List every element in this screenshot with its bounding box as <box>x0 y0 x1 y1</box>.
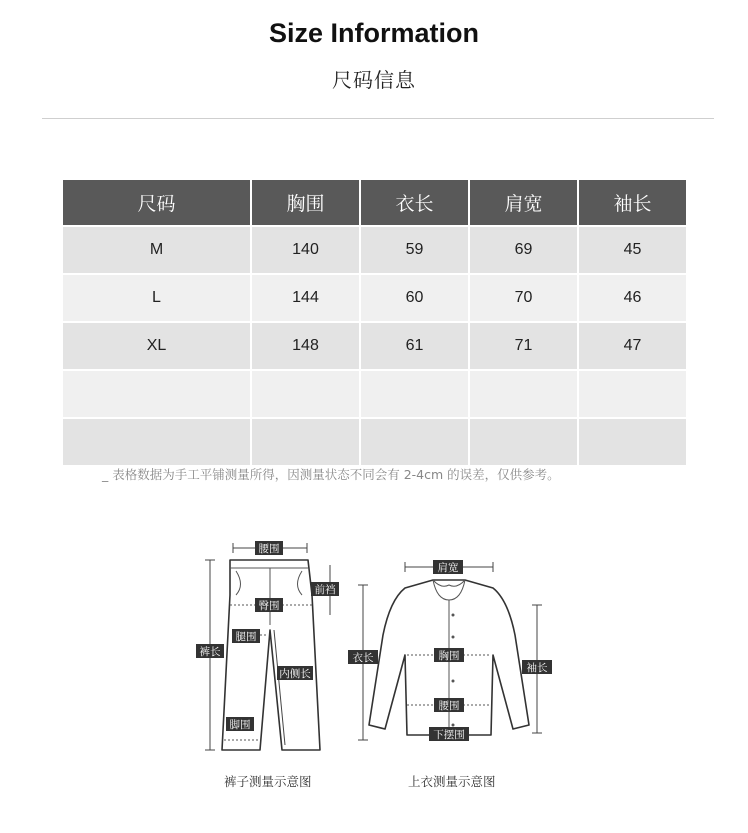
table-cell <box>251 370 360 418</box>
table-cell <box>578 370 686 418</box>
table-row <box>63 274 686 322</box>
table-cell <box>469 370 578 418</box>
divider <box>42 118 714 119</box>
column-header-chest: 胸围 <box>251 180 360 226</box>
table-cell <box>251 418 360 465</box>
table-cell: 47 <box>578 322 686 370</box>
table-cell <box>63 418 251 465</box>
table-cell <box>360 418 469 465</box>
table-cell: 148 <box>251 322 360 370</box>
page-subtitle: 尺码信息 <box>332 68 416 92</box>
table-cell: 70 <box>469 274 578 322</box>
table-header-row <box>63 180 686 226</box>
table-cell: 69 <box>469 226 578 274</box>
shirt-chest-label: 胸围 <box>438 650 460 662</box>
table-cell: 144 <box>251 274 360 322</box>
table-cell <box>360 370 469 418</box>
table-cell: 59 <box>360 226 469 274</box>
pants-leg-opening-label: 脚围 <box>229 719 251 731</box>
pants-front-rise-label: 前裆 <box>314 584 336 596</box>
table-cell: 45 <box>578 226 686 274</box>
table-row <box>63 370 686 418</box>
column-header-sleeve: 袖长 <box>578 180 686 226</box>
pants-thigh-label: 腿围 <box>235 631 257 643</box>
pants-waist-label: 腰围 <box>258 543 280 555</box>
column-header-size: 尺码 <box>63 180 251 226</box>
table-cell: 71 <box>469 322 578 370</box>
pants-caption: 裤子测量示意图 <box>224 774 312 789</box>
column-header-shoulder: 肩宽 <box>469 180 578 226</box>
page-title: Size Information <box>268 18 479 48</box>
table-cell: 61 <box>360 322 469 370</box>
column-header-length: 衣长 <box>360 180 469 226</box>
measurement-note: _ 表格数据为手工平铺测量所得，因测量状态不同会有 2-4cm 的误差，仅供参考。 <box>102 467 560 482</box>
table-row <box>63 418 686 465</box>
table-cell: 46 <box>578 274 686 322</box>
pants-diagram <box>190 535 350 760</box>
table-cell: M <box>63 226 251 274</box>
shirt-hem-label: 下摆围 <box>433 729 465 741</box>
shirt-caption: 上衣测量示意图 <box>408 774 496 789</box>
table-cell: L <box>63 274 251 322</box>
shirt-sleeve-label: 袖长 <box>526 662 548 674</box>
table-row <box>63 226 686 274</box>
shirt-waist-label: 腰围 <box>438 700 460 712</box>
table-cell <box>63 370 251 418</box>
shirt-length-label: 衣长 <box>352 652 374 664</box>
size-table <box>63 180 686 465</box>
pants-inseam-label: 内侧长 <box>279 668 311 680</box>
table-row <box>63 322 686 370</box>
table-cell: 140 <box>251 226 360 274</box>
shirt-diagram <box>345 555 555 750</box>
table-cell: XL <box>63 322 251 370</box>
table-cell <box>469 418 578 465</box>
table-cell: 60 <box>360 274 469 322</box>
pants-hip-label: 臀围 <box>258 600 280 612</box>
shirt-shoulder-label: 肩宽 <box>437 562 459 574</box>
table-cell <box>578 418 686 465</box>
pants-length-label: 裤长 <box>199 646 221 658</box>
